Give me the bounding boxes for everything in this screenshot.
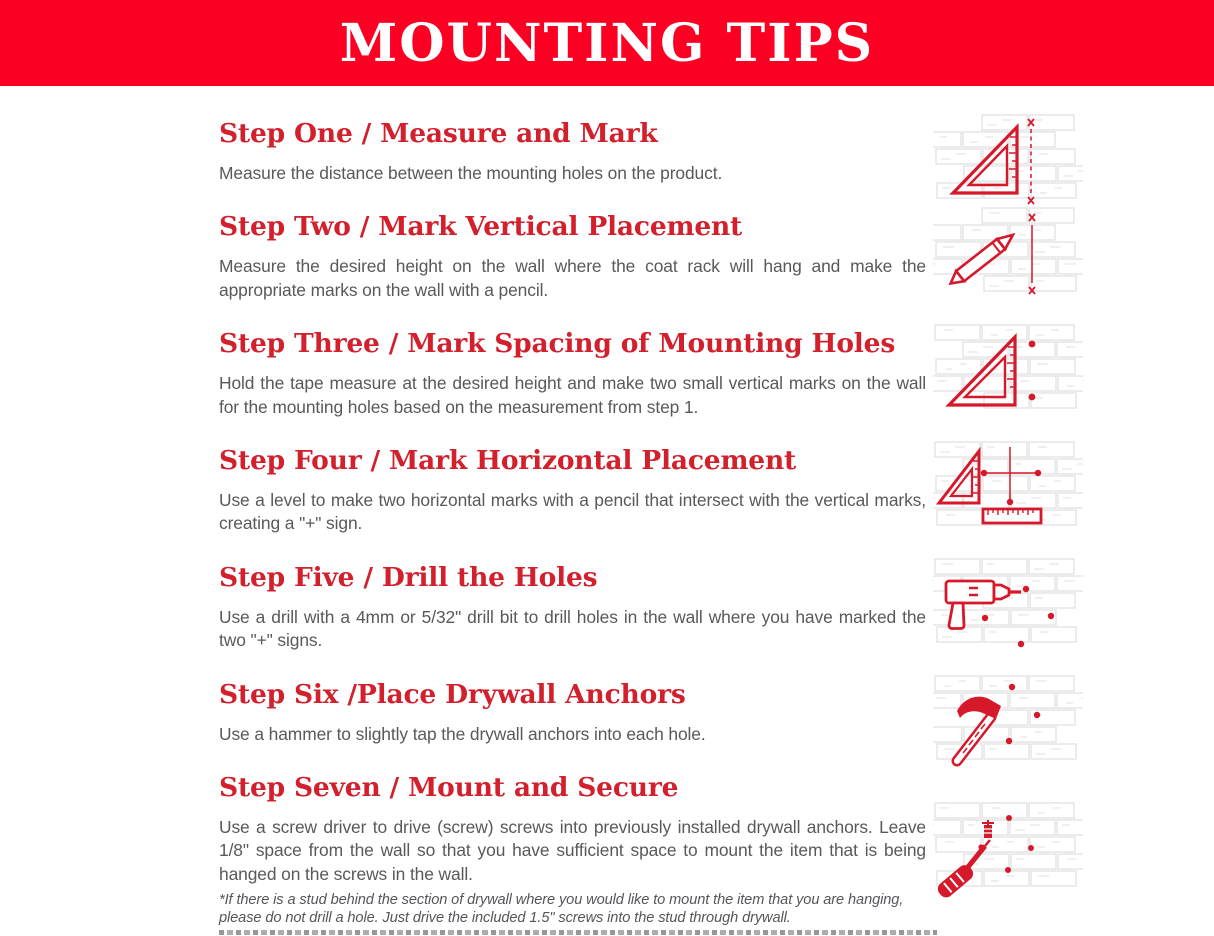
step-seven-body: Use a screw driver to drive (screw) screws into previously installed drywall anchors. Leave 1/8" space from the wall so that you have sufficient space to mount the item that is being hanged on the screws in the wall.: [219, 817, 926, 884]
step-six-section: [219, 679, 926, 746]
step-two-title: Step Two / Mark Vertical Placement: [219, 211, 743, 243]
cropped-text-strip: [219, 930, 937, 935]
footnote: *If there is a stud behind the section of drywall where you would like to mount the item that you are hanging, please do not drill a hole. Just drive the included 1.5" screws into the stud through drywall.: [219, 892, 904, 926]
step-four-body: Use a level to make two horizontal marks with a pencil that intersect with the vertical marks, creating a "+" sign.: [219, 490, 926, 534]
step-five-section: [219, 562, 926, 653]
brick-wall-pattern: [933, 325, 1083, 408]
step-one-title: Step One / Measure and Mark: [219, 118, 658, 149]
step-four-section: [219, 445, 926, 536]
step-four-title: Step Four / Mark Horizontal Placement: [219, 445, 797, 477]
step-one-body: Measure the distance between the mounting holes on the product.: [219, 163, 723, 183]
step-six-body: Use a hammer to slightly tap the drywall anchors into each hole.: [219, 723, 706, 744]
step-two-body: Measure the desired height on the wall where the coat rack will hang and make the appropriate marks on the wall with a pencil.: [219, 256, 926, 300]
step-three-body: Hold the tape measure at the desired height and make two small vertical marks on the wall for the mounting holes based on the measurement from step 1.: [219, 373, 926, 417]
screwdriver-screw-icon: [933, 800, 1083, 900]
mounting-tips-content: [0, 86, 926, 935]
hammer-icon: [933, 673, 1083, 773]
set-square-vertical-marks-icon: [933, 112, 1083, 212]
step-two-section: [219, 211, 926, 302]
step-seven-section: [219, 772, 926, 886]
step-seven-title: Step Seven / Mount and Secure: [219, 772, 679, 804]
page-title: MOUNTING TIPS: [339, 12, 875, 74]
pencil-vertical-line-icon: [933, 205, 1083, 305]
step-five-body: Use a drill with a 4mm or 5/32" drill bit to drill holes in the wall where you have marked the two "+" signs.: [219, 606, 926, 651]
header-banner: [0, 0, 1214, 86]
drill-icon: [933, 556, 1083, 656]
brick-wall-pattern: [933, 676, 1083, 759]
step-three-title: Step Three / Mark Spacing of Mounting Holes: [219, 328, 896, 360]
set-square-crosshair-ruler-icon: [933, 439, 1083, 539]
step-six-title: Step Six /Place Drywall Anchors: [219, 678, 686, 710]
step-one-section: [219, 118, 926, 185]
set-square-two-dots-icon: [933, 322, 1083, 422]
step-five-title: Step Five / Drill the Holes: [219, 561, 598, 593]
step-three-section: [219, 328, 926, 419]
